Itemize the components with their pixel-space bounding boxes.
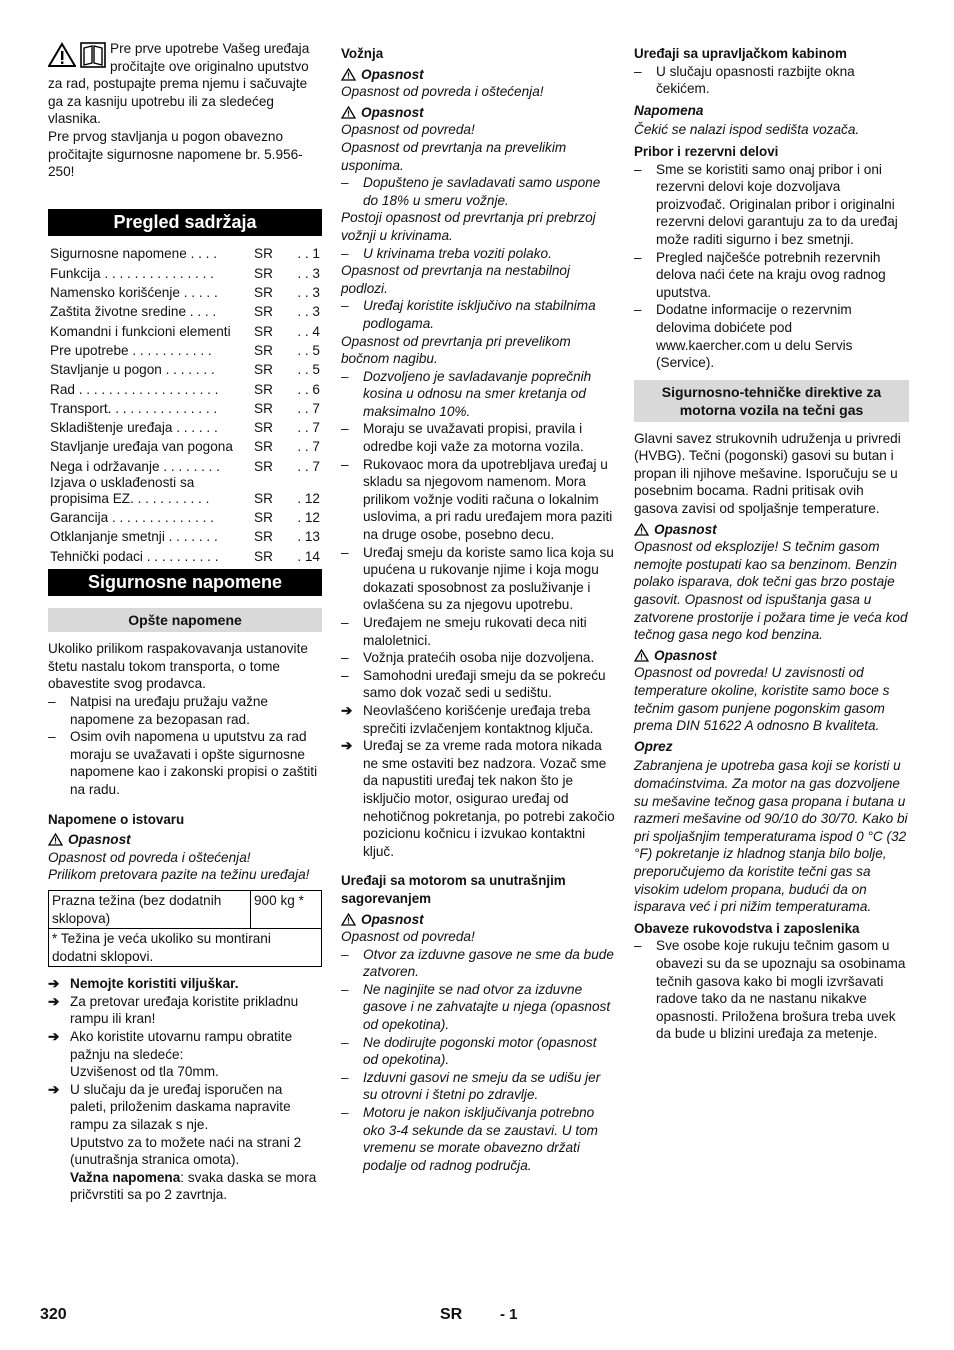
toc-entry-page: . . 5 xyxy=(297,362,320,378)
warning-triangle-icon xyxy=(48,42,76,68)
unload-heading: Napomene o istovaru xyxy=(48,811,185,827)
warning-triangle-icon xyxy=(341,106,356,119)
footer-page-sub: - 1 xyxy=(500,1306,518,1323)
toc-entry-name: Stavljanje uređaja van pogona xyxy=(50,439,233,455)
danger-label: Opasnost xyxy=(48,831,322,849)
toc-entry-lang: SR xyxy=(254,362,273,378)
toc-row xyxy=(48,527,322,546)
gas-danger-2: Opasnost od povreda! U zavisnosti od temperature okoline, koristite samo boce s tečnim gasom punjene pogonskim gasom prema DIN 51622 A odnosno B kvaliteta. xyxy=(634,665,890,734)
toc-row xyxy=(48,417,322,436)
toc-entry-name: Rad . . . . . . . . . . . . . . . . . . . xyxy=(50,381,219,397)
toc-entry-page: . . 7 xyxy=(297,439,320,455)
toc-entry-lang: SR xyxy=(254,381,273,397)
important-note: Važna napomena: svaka daska se mora pričvrstiti sa po 2 zavrtnja. xyxy=(70,1169,317,1203)
toc-entry-page: . 12 xyxy=(297,490,320,506)
footer-lang: SR xyxy=(440,1306,463,1323)
toc-entry-page: . . 5 xyxy=(297,342,320,358)
right-column xyxy=(634,45,909,1043)
toc-entry-page: . . 7 xyxy=(297,400,320,416)
list-item: – Dopušteno je savladavati samo uspone do 18% u smeru vožnje. xyxy=(341,175,601,208)
intro-icons xyxy=(48,40,110,70)
warning-triangle-icon xyxy=(48,833,63,846)
toc-entry-page: . . 7 xyxy=(297,420,320,436)
toc-entry-lang: SR xyxy=(254,246,273,262)
list-item: – U krivinama treba voziti polako. xyxy=(341,245,552,261)
toc-entry-page: . 12 xyxy=(297,510,320,526)
driving-danger-1: Opasnost od povreda i oštećenja! xyxy=(341,84,544,100)
toc-row xyxy=(48,360,322,379)
unload-danger-1: Opasnost od povreda i oštećenja! xyxy=(48,849,251,865)
list-item: – Dozvoljeno je savladavanje poprečnih kosina u odnosu na smer kretanja od maksimalno 10%. xyxy=(341,368,592,419)
danger-label: Opasnost xyxy=(634,647,909,665)
toc-entry-lang: SR xyxy=(254,420,273,436)
toc-row xyxy=(48,379,322,398)
arrow-item-sub: Uputstvo za to možete naći na strani 2 (unutrašnja stranica omota). xyxy=(70,1134,302,1168)
general-notes-heading: Opšte napomene xyxy=(48,608,322,632)
toc-entry-lang: SR xyxy=(254,323,273,339)
duties-heading: Obaveze rukovodstva i zaposlenika xyxy=(634,920,860,936)
toc-entry-page: . . 3 xyxy=(297,265,320,281)
toc-entry-lang: SR xyxy=(254,285,273,301)
toc-row xyxy=(48,507,322,526)
toc-entry-page: . . 4 xyxy=(297,323,320,339)
list-item: – Ne dodirujte pogonski motor (opasnost od opekotina). xyxy=(341,1034,597,1068)
toc-row xyxy=(48,321,322,340)
toc-entry-page: . . 1 xyxy=(297,246,320,262)
middle-column xyxy=(341,45,615,1174)
list-item: – Motoru je nakon isključivanja potrebno oko 3-4 sekunde da se zaustavi. U tom vremenu se morate obavezno držati podalje od radnog područja. xyxy=(341,1105,598,1173)
toc-row xyxy=(48,456,322,475)
toc-entry-name: Otklanjanje smetnji . . . . . . . xyxy=(50,529,218,545)
gas-text: Glavni savez strukovnih udruženja u privredi (HVBG). Tečni (pogonski) gasovi su butan i propan ili njihove mešavine. Isporučuju se u posebnim bocama. Radni pritisak ovih gasova zavisi od spoljašnje temperature. xyxy=(634,430,901,517)
toc-entry-page: . . 3 xyxy=(297,285,320,301)
toc-row xyxy=(48,546,322,565)
intro-text-1: Pre prve upotrebe Vašeg uređaja pročitajte ove originalno uputstvo za rad, postupajte prema njemu i sačuvajte ga za kasniju upotrebu ili za sledećeg vlasnika. xyxy=(48,41,310,127)
arrow-item-sub: Uzvišenost od tla 70mm. xyxy=(70,1064,219,1080)
toc-entry-name: Sigurnosne napomene . . . . xyxy=(50,246,218,262)
gas-heading: Sigurnosno-tehničke direktive za motorna vozila na tečni gas xyxy=(634,380,909,422)
gas-caution-label: Oprez xyxy=(634,738,673,754)
toc-entry-page: . 14 xyxy=(297,548,320,564)
danger-label: Opasnost xyxy=(341,66,615,84)
toc-entry-name: Skladištenje uređaja . . . . . . xyxy=(50,420,218,436)
warning-triangle-icon xyxy=(341,68,356,81)
toc-entry-lang: SR xyxy=(254,400,273,416)
toc-entry-name: Nega i održavanje . . . . . . . . xyxy=(50,458,221,474)
safety-title: Sigurnosne napomene xyxy=(48,569,322,596)
toc-entry-name: Funkcija . . . . . . . . . . . . . . . xyxy=(50,265,214,281)
toc-entry-lang: SR xyxy=(254,490,273,506)
toc-row xyxy=(48,244,322,263)
warning-triangle-icon xyxy=(634,523,649,536)
parts-heading: Pribor i rezervni delovi xyxy=(634,143,779,159)
toc-entry-lang: SR xyxy=(254,548,273,564)
driving-danger-3: Opasnost od prevrtanja na prevelikim usponima. xyxy=(341,139,567,173)
danger-label: Opasnost xyxy=(341,104,615,122)
toc-entry-name: Komandni i funkcioni elementi xyxy=(50,323,231,339)
intro-block xyxy=(48,40,322,181)
toc-row xyxy=(48,340,322,359)
left-column xyxy=(48,40,322,1204)
list-item: – Vožnja pratećih osoba nije dozvoljena. xyxy=(341,650,595,666)
list-item: – Rukovaoc mora da upotrebljava uređaj u skladu sa njegovom namenom. Mora prilikom vožnje voditi računa o lokalnim uslovima, a pri radu uređajem mora paziti na druge osobe, posebno decu. xyxy=(341,456,613,543)
arrow-item: ➔ Uređaj se za vreme rada motora nikada ne sme ostaviti bez nadzora. Vozač sme da napustiti uređaj tek nakon što je isključio motor, osigurao uređaj od nehotičnog pokretanja, po potrebi zakočio pozicionu kočnicu i izvukao kontaktni ključ. xyxy=(341,738,615,859)
intro-text-2: Pre prvog stavljanja u pogon obavezno pročitajte sigurnosne napomene br. 5.956-250! xyxy=(48,128,303,180)
list-item: – Otvor za izduvne gasove ne sme da bude zatvoren. xyxy=(341,946,614,980)
driving-danger-2: Opasnost od povreda! xyxy=(341,122,475,138)
page-number: 320 xyxy=(40,1306,67,1323)
driving-danger-4: Postoji opasnost od prevrtanja pri prebrzoj vožnji u krivinama. xyxy=(341,210,596,243)
arrow-item: ➔ Ako koristite utovarnu rampu obratite pažnju na sledeće: xyxy=(48,1029,293,1062)
toc-row xyxy=(48,475,322,507)
toc-entry-name: Tehnički podaci . . . . . . . . . . xyxy=(50,548,219,564)
toc-row xyxy=(48,263,322,282)
toc-entry-page: . . 3 xyxy=(297,304,320,320)
weight-value: 900 kg * xyxy=(251,890,322,928)
list-item: – Uređaj smeju da koriste samo lica koja su upućena u rukovanje njime i koja mogu dokazati sposobnost za posluživanje i ovlašćena su za njegovu upotrebu. xyxy=(341,544,614,613)
engine-heading: Uređaji sa motorom sa unutrašnjim sagorevanjem xyxy=(341,873,566,906)
unload-danger-2: Prilikom pretovara pazite na težinu uređaja! xyxy=(48,867,310,883)
weight-label: Prazna težina (bez dodatnih sklopova) xyxy=(49,890,251,928)
toc-entry-name: Garancija . . . . . . . . . . . . . . xyxy=(50,510,214,526)
manual-book-icon xyxy=(80,42,106,68)
toc-entry-lang: SR xyxy=(254,439,273,455)
list-item: – Dodatne informacije o rezervnim delovima dobićete pod www.kaercher.com u delu Servis (Service). xyxy=(634,302,853,371)
cabin-heading: Uređaji sa upravljačkom kabinom xyxy=(634,46,847,61)
list-item: – Moraju se uvažavati propisi, pravila i odredbe koji važe za motorna vozila. xyxy=(341,421,584,455)
toc-entry-name: Izjava o usklađenosti sa propisima EZ. . . . . . . . . . . xyxy=(50,475,210,507)
arrow-item: ➔ Za pretovar uređaja koristite prikladnu rampu ili kran! xyxy=(48,993,299,1027)
driving-danger-5: Opasnost od prevrtanja na nestabilnoj podlozi. xyxy=(341,263,570,296)
toc-entry-lang: SR xyxy=(254,342,273,358)
toc-entry-name: Stavljanje u pogon . . . . . . . xyxy=(50,362,215,378)
toc-row xyxy=(48,302,322,321)
toc-entry-name: Pre upotrebe . . . . . . . . . . . xyxy=(50,342,212,358)
toc-entry-lang: SR xyxy=(254,458,273,474)
list-item: – Samohodni uređaji smeju da se pokreću samo dok vozač sedi u sedištu. xyxy=(341,667,606,701)
toc-entry-page: . . 7 xyxy=(297,458,320,474)
toc-entry-name: Transport. . . . . . . . . . . . . . . xyxy=(50,400,218,416)
list-item: – U slučaju opasnosti razbijte okna čekićem. xyxy=(634,63,855,97)
gas-danger-1: Opasnost od eksplozije! S tečnim gasom nemojte postupati kao sa benzinom. Benzin polako isparava, dok tečni gas brzo postaje gasovit. Opasnost od ispuštanja gasa u zatvorene prostorije i požara time je veća kod tečnog gasa nego kod benzina. xyxy=(634,539,908,643)
list-item: – Natpisi na uređaju pružaju važne napomene za bezopasan rad. xyxy=(48,693,268,727)
engine-danger-1: Opasnost od povreda! xyxy=(341,929,475,945)
toc-row xyxy=(48,437,322,456)
general-notes-text: Ukoliko prilikom raspakovavanja ustanovite štetu nastalu tokom transporta, o tome obavestite svog prodavca. xyxy=(48,641,308,692)
list-item: – Sme se koristiti samo onaj pribor i oni rezervni delovi koje dozvoljava proizvođač. Originalan pribor i originalni rezervni delovi garantuju za to da uređaj može raditi sigurno i bez smetnji. xyxy=(634,161,898,247)
toc-entry-page: . 13 xyxy=(297,529,320,545)
danger-label: Opasnost xyxy=(634,521,909,539)
list-item: – Izduvni gasovi ne smeju da se udišu jer su otrovni i štetni po zdravlje. xyxy=(341,1069,601,1103)
toc-table xyxy=(48,244,322,565)
toc-entry-name: Namensko korišćenje . . . . . xyxy=(50,285,218,301)
cabin-note-text: Čekić se nalazi ispod sedišta vozača. xyxy=(634,122,860,138)
list-item: – Uređajem ne smeju rukovati deca niti maloletnici. xyxy=(341,615,587,648)
list-item: – Uređaj koristite isključivo na stabilnima podlogama. xyxy=(341,298,596,331)
arrow-item: ➔ Nemojte koristiti viljuškar. xyxy=(48,976,239,992)
arrow-item: ➔ Neovlašćeno korišćenje uređaja treba sprečiti izvlačenjem kontaktnog ključa. xyxy=(341,702,594,736)
toc-title: Pregled sadržaja xyxy=(48,209,322,236)
cabin-note-label: Napomena xyxy=(634,102,704,118)
gas-caution-text: Zabranjena je upotreba gasa koji se koristi u domaćinstvima. Za motor na gas dozvoljene su mešavine tečnog gasa propana i butana u razmeri mešavine od 90/10 do 30/70. Kako bi pri spoljašnjim temperaturama ispod 0 °C (32 °F) pokretanje iz hladnog stanja bilo bolje, preporučujemo da koristite tečni gas sa visokim udelom propana, budući da on isparava već i pri nižim temperaturama. xyxy=(634,758,908,915)
toc-entry-lang: SR xyxy=(254,510,273,526)
list-item: – Sve osobe koje rukuju tečnim gasom u obavezi su da se upoznaju sa osobinama tečnih gasova kako bi mogli izvršavati radove tako da ne nastanu nikakve opasnosti. Priložena brošura treba uvek da bude u blizini uređaja za metenje. xyxy=(634,938,906,1042)
list-item: – Pregled najčešće potrebnih rezervnih delova naći ćete na kraju ovog radnog uputstva. xyxy=(634,249,886,300)
danger-label: Opasnost xyxy=(341,911,615,929)
list-item: – Ne naginjite se nad otvor za izduvne gasove i ne zahvatajte u njega (opasnost od opekotina). xyxy=(341,981,611,1033)
warning-triangle-icon xyxy=(341,913,356,926)
toc-entry-lang: SR xyxy=(254,529,273,545)
toc-row xyxy=(48,398,322,417)
driving-heading: Vožnja xyxy=(341,46,384,61)
driving-danger-6: Opasnost od prevrtanja pri prevelikom bočnom nagibu. xyxy=(341,333,571,367)
weight-note: * Težina je veća ukoliko su montirani dodatni sklopovi. xyxy=(49,929,322,967)
toc-entry-lang: SR xyxy=(254,304,273,320)
arrow-item: ➔ U slučaju da je uređaj isporučen na paleti, priloženim daskama napravite rampu za silazak s nje. xyxy=(48,1081,291,1133)
toc-entry-page: . . 6 xyxy=(297,381,320,397)
weight-table xyxy=(48,890,322,967)
warning-triangle-icon xyxy=(634,649,649,662)
toc-entry-lang: SR xyxy=(254,265,273,281)
list-item: – Osim ovih napomena u uputstvu za rad moraju se uvažavati i opšte sigurnosne napomene kao i zakonski propisi o zaštiti na radu. xyxy=(48,729,318,797)
toc-entry-name: Zaštita životne sredine . . . . xyxy=(50,304,217,320)
toc-row xyxy=(48,282,322,301)
